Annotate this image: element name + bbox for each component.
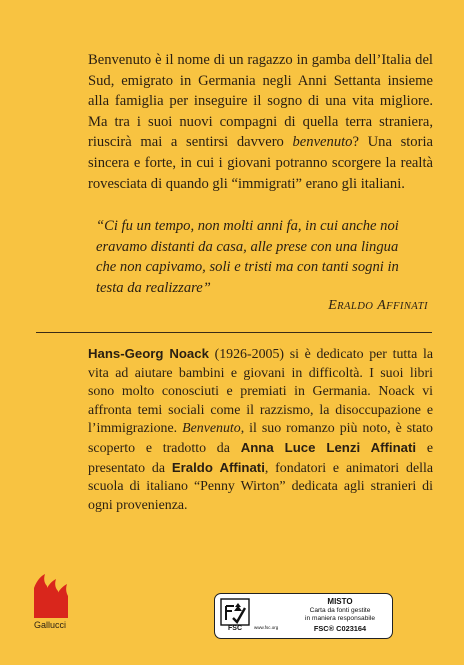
- blurb-text-part2: ? Una storia sincera e forte, in cui i giovani potranno scorgere la realtà rovesciata di quando gli “immigrati” erano gli italiani.: [88, 134, 433, 192]
- bio-text-part4: , fondatori e animatori della scuola di italiano “Penny Wirton” dedicata agli stranieri di ogni provenienza.: [88, 460, 433, 513]
- book-title: Benvenuto: [182, 421, 241, 437]
- fsc-code: FSC® C023164: [313, 623, 367, 633]
- fsc-desc-line1: Carta da fonti gestite: [309, 607, 371, 614]
- attribution-last-initial: A: [377, 298, 387, 313]
- fsc-desc-line2: in maniera responsabile: [304, 614, 375, 622]
- bio-text-part1: (1926-2005) si è dedicato per tutta la vita ad aiutare bambini e giovani in difficoltà. I suoi libri sono molto conosciuti e premiati in Germania. Noack vi affronta temi sociali come il razzismo, la disoccupazione e l’immigrazione.: [88, 347, 433, 437]
- fsc-abbr: FSC: [228, 625, 242, 632]
- publisher-name: Gallucci: [33, 620, 66, 630]
- attribution-first-initial: E: [328, 298, 338, 313]
- translator-name-2: Eraldo Affinati: [171, 459, 265, 475]
- fsc-tree-check-icon: [220, 598, 250, 626]
- author-name: Hans-Georg Noack: [88, 346, 209, 361]
- translator-name-1: Anna Luce Lenzi Affinati: [240, 439, 417, 455]
- gallucci-flame-icon: [28, 572, 72, 620]
- publisher-logo: [28, 572, 72, 638]
- bio-text-part2: , il suo romanzo più noto, è stato scoperto e tradotto da: [88, 421, 433, 456]
- section-divider: [36, 332, 432, 333]
- attribution-first-rest: RALDO: [337, 301, 374, 312]
- blurb-paragraph: [88, 50, 433, 194]
- fsc-info: [289, 597, 391, 634]
- blurb-text-part1: Benvenuto è il nome di un ragazzo in gamba dell’Italia del Sud, emigrato in Germania negli Anni Settanta insieme alla famiglia per inseguire il sogno di una vita migliore. Ma tra i suoi nuovi compagni di quella terra straniera, riuscirà mai a sentirsi davvero: [88, 52, 433, 151]
- bio-text-part3: e presentato da: [88, 440, 433, 476]
- blurb-emphasis: benvenuto: [292, 134, 353, 151]
- quote-attribution: [328, 298, 428, 314]
- fsc-certification-label: [214, 593, 393, 639]
- author-bio: [88, 345, 433, 515]
- fsc-title: MISTO: [327, 597, 353, 606]
- quote-block: [96, 216, 416, 298]
- fsc-url: www.fsc.org: [254, 625, 279, 630]
- quote-text: “Ci fu un tempo, non molti anni fa, in cui anche noi eravamo distanti da casa, alle prese con una lingua che non capivamo, soli e tristi ma con tanti sogni in testa da realizzare”: [96, 218, 399, 296]
- attribution-last-rest: FFINATI: [386, 301, 428, 312]
